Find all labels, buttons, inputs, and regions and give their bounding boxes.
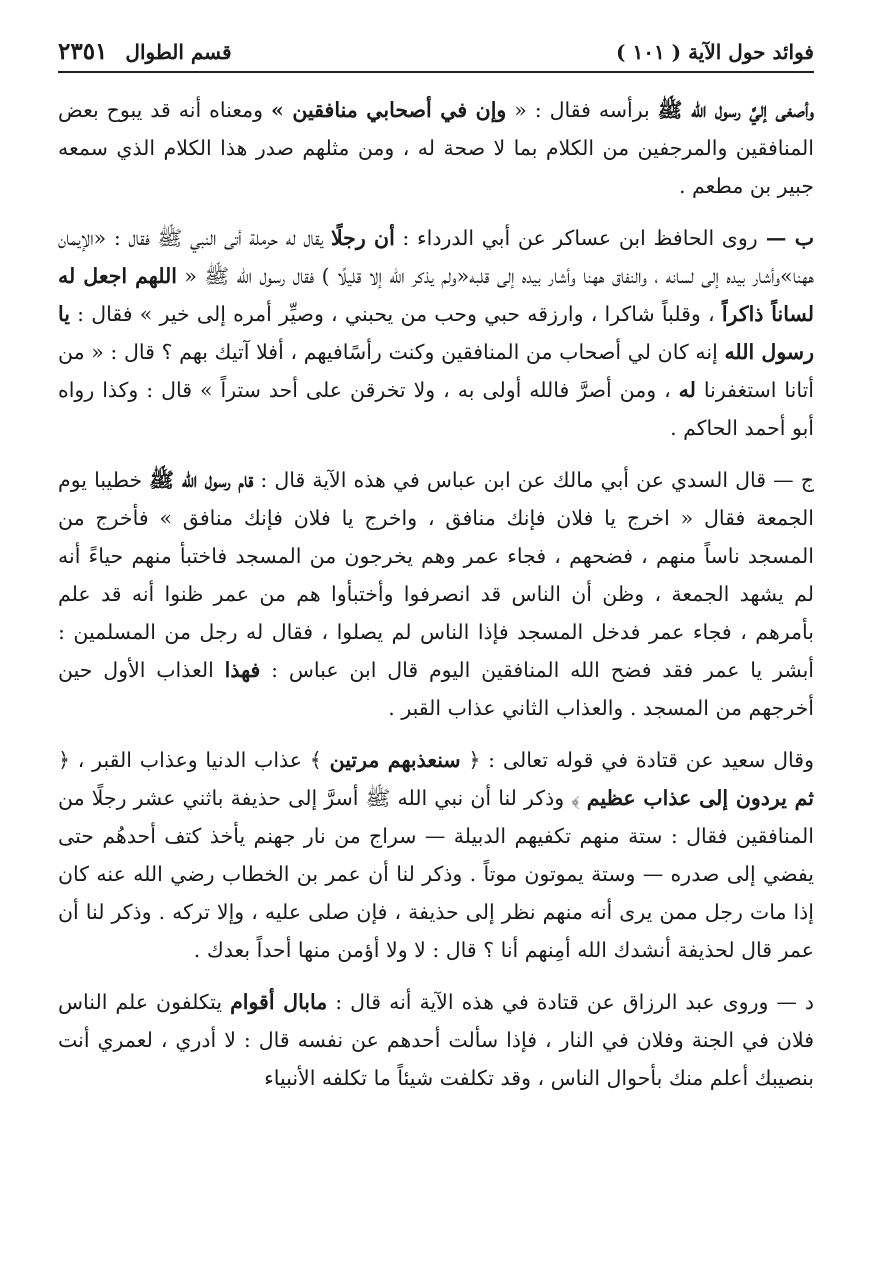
text-segment: يقال له حرملة أتى النبي ﷺ فقال : «الإيمان ههنا»وأشار بيده إلى لسانه ، والنفاق ههنا وأشار بيده إلى قلبه«ولم يذكر الله إلا قليلًا ) فقال رسول الله ﷺ « [58,226,814,288]
text-segment: روى الحافظ ابن عساكر عن أبي الدرداء : [394,226,758,250]
bold-text-segment: ثم يردون إلى عذاب عظيم [586,786,814,810]
page-number: ٢٣٥١ [58,38,108,65]
bold-text-segment: وأصغى إليَّ رسول الله ﷺ [657,98,814,122]
text-segment: ومعناه أنه قد يبوح بعض المنافقين والمرجفين من الكلام بما لا صحة له ، ومن مثلهم صدر هذا الكلام الذي سمعه جبير بن مطعم . [58,98,814,198]
text-segment: وقال سعيد عن قتادة في قوله تعالى : ﴿ [460,748,814,772]
header-section: قسم الطوال [125,40,232,64]
text-segment: ج — قال السدي عن أبي مالك عن ابن عباس في هذه الآية قال : [253,468,814,492]
text-segment: العذاب الأول حين أخرجهم من المسجد . والعذاب الثاني عذاب القبر . [58,658,814,720]
paragraph [58,461,814,727]
bold-text-segment: يا رسول الله [58,302,814,364]
header-rule [58,71,814,73]
bold-text-segment: سنعذبهم مرتين [329,748,461,772]
running-header [58,38,814,69]
bold-text-segment: وإن في أصحابي منافقين » [271,98,507,122]
paragraph [58,983,814,1097]
bold-text-segment: مابال أقوام [230,990,328,1014]
bold-text-segment: أن رجلًا [330,226,395,250]
text-segment: إنه كان لي أصحاب من المنافقين وكنت رأسًافيهم ، أفلا آتيك بهم ؟ قال : « من أتانا استغفرنا [58,340,814,402]
text-segment: ﴾ وذكر لنا أن نبي الله ﷺ أسرَّ إلى حذيفة باثني عشر رجلًا من المنافقين فقال : ستة منهم تكفيهم الدبيلة — سراج من نار جهنم يأخذ كتف أحدهُم حتى يفضي إلى صدره — وستة يموتون موتاً . وذكر لنا أن عمر بن الخطاب رضي الله عنه كان إذا مات رجل ممن يرى أنه منهم نظر إلى حذيفة ، فإن صلى عليه ، وإلا تركه . وذكر لنا أن عمر قال لحذيفة أنشدك الله أمِنهم أنا ؟ قال : لا ولا أؤمن منها أحداً بعدك . [58,786,814,962]
text-segment: برأسه فقال : « [506,98,658,122]
text-segment: ﴾ عذاب الدنيا وعذاب القبر ، ﴿ [58,748,330,772]
paragraph [58,91,814,205]
header-title: فوائد حول الآية ( ١٠١ ) [616,40,814,64]
paragraph [58,219,814,447]
book-page [58,38,814,1111]
paragraph [58,741,814,969]
bold-text-segment: اللهم اجعل له لساناً ذاكراً [58,264,814,326]
bold-text-segment: فهذا [224,658,261,682]
text-segment: يتكلفون علم الناس فلان في الجنة وفلان في النار ، فإذا سألت أحدهم عن نفسه قال : لا أدري ، لعمري أنت بنصيبك أعلم منك بأحوال الناس ، وقد تكلفت شيئاً ما تكلفه الأنبياء [58,990,814,1090]
text-segment: ، وقلباً شاكرا ، وارزقه حبي وحب من يحبني ، وصيِّر أمره إلى خير » فقال : [69,302,722,326]
header-left-group [58,38,232,65]
body-text [58,91,814,1097]
bold-text-segment: ب — [757,226,814,250]
bold-text-segment: له [678,378,696,402]
text-segment: خطيبا يوم الجمعة فقال « اخرج يا فلان فإنك منافق ، واخرج يا فلان فإنك منافق » فأخرج من المسجد ناساً منهم ، فضحهم ، فجاء عمر وهم يخرجون من المسجد فاختبأ منهم حياءً أنه لم يشهد الجمعة ، وظن أن الناس قد انصرفوا وأختبأوا هم من عمر ظنوا أنه قد علم بأمرهم ، فجاء عمر فدخل المسجد فإذا الناس لم يصلوا ، فقال له رجل من المسلمين : أبشر يا عمر فقد فضح الله المنافقين اليوم قال ابن عباس : [58,468,815,682]
text-segment: د — وروى عبد الرزاق عن قتادة في هذه الآية أنه قال : [327,990,814,1014]
bold-text-segment: قام رسول الله ﷺ [149,468,254,492]
text-segment: ، ومن أصرَّ فالله أولى به ، ولا تخرقن على أحد ستراً » قال : وكذا رواه أبو أحمد الحاكم . [58,378,814,440]
